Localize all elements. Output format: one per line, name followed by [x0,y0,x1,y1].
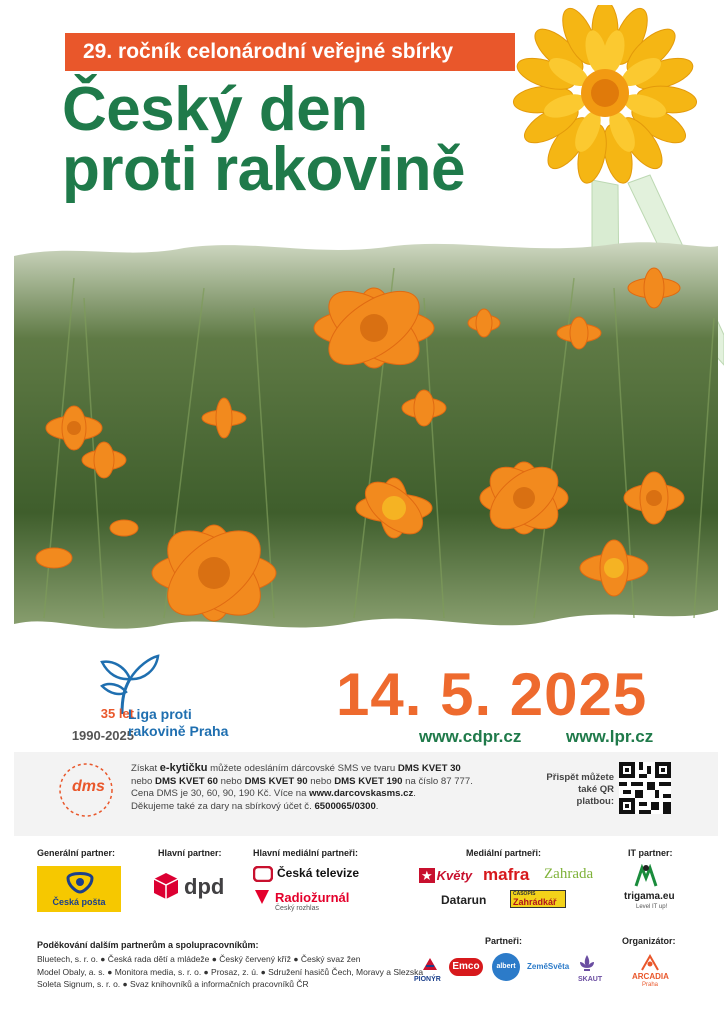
media-partners-label: Mediální partneři: [466,848,542,858]
trigama-sub: Level IT up! [636,904,668,910]
flower-meadow-photo [14,238,718,638]
ceska-posta-name: Česká pošta [52,897,106,907]
zahrada-logo: Zahrada [544,866,594,882]
trigama-name: trigama.eu [624,891,675,902]
zemesveta-logo: ZeměSvěta [527,962,570,971]
zahradkar-logo: ČASOPIS Zahrádkář [510,890,566,908]
arcadia-name: ARCADIA [632,972,669,981]
albert-logo: albert [492,953,520,981]
main-media-partners-label: Hlavní mediální partneři: [253,848,359,858]
partners-label: Partneři: [485,936,523,946]
campaign-banner [65,33,515,71]
rz-sub: Český rozhlas [275,905,319,912]
page-title [62,75,465,204]
dpd-cube-icon [153,872,179,900]
qr-code-icon[interactable] [619,762,671,814]
anniversary-range: 1990-2025 [71,728,134,743]
organization-name-line-2: rakovině Praha [128,723,229,739]
radio-logo-icon [253,888,271,906]
qr-label: Přispět můžete také QR platbou: [546,772,614,807]
rz-name: Radiožurnál [275,890,350,905]
event-date: 14. 5. 2025 [336,661,648,728]
emco-logo: Emco [449,958,483,976]
skaut-name: SKAUT [578,976,603,983]
datarun-logo: Datarun [441,893,487,907]
organization-name-line-1: Liga proti [128,706,192,722]
arcadia-sub: Praha [642,982,659,988]
ct-logo-icon [253,866,273,882]
lpr-link[interactable]: www.lpr.cz [566,727,654,746]
arcadia-logo-icon [640,954,660,972]
pionyr-logo-icon [421,956,439,974]
pionyr-name: PIONÝR [414,976,441,983]
skaut-lily-icon [578,954,596,974]
ceska-posta-logo [37,866,121,912]
cdpr-link[interactable]: www.cdpr.cz [419,727,522,746]
sms-instructions: Získat e-kytičku můžete odesláním dárcovské SMS ve tvaru DMS KVET 30 nebo DMS KVET 60 nebo DMS KVET 90 nebo DMS KVET 190 na číslo 87 777. Cena DMS je 30, 60, 90, 190 Kč. Více na www.darcovskasms.cz. Děkujeme také za dary na sbírkový účet č. 6500065/0300. [131,762,473,812]
organizer-label: Organizátor: [622,936,676,946]
kvety-logo: ★ Květy [421,868,473,883]
thanks-list: Bluetech, s. r. o. ● Česká rada dětí a mládeže ● Český červený kříž ● Český svaz žen Model Obaly, a. s. ● Monitora media, s. r. o. ● Prosaz, z. ú. ● Sdružení hasičů Čech, Moravy a Slezska Soleta Signum, s. r. o. ● Svaz knihovníků a informačních pracovníků ČR [37,954,424,989]
anniversary-years: 35 let [100,706,134,721]
title-line-1: Český den [62,75,368,144]
organization-name [128,706,268,740]
post-horn-icon [65,870,95,896]
it-partner-label: IT partner: [628,848,673,858]
thanks-label: Poděkování dalším partnerům a spolupracovníkům: [37,940,259,950]
general-partner-label: Generální partner: [37,848,116,858]
trigama-logo-icon [632,864,660,888]
dpd-name: dpd [184,874,225,899]
title-line-2: proti rakovině [62,135,465,204]
mafra-logo: mafra [483,865,530,884]
main-partner-label: Hlavní partner: [158,848,222,858]
ct-name: Česká televize [277,866,360,880]
dms-logo-text: dms [72,778,105,795]
banner-text: 29. ročník celonárodní veřejné sbírky [83,40,453,63]
